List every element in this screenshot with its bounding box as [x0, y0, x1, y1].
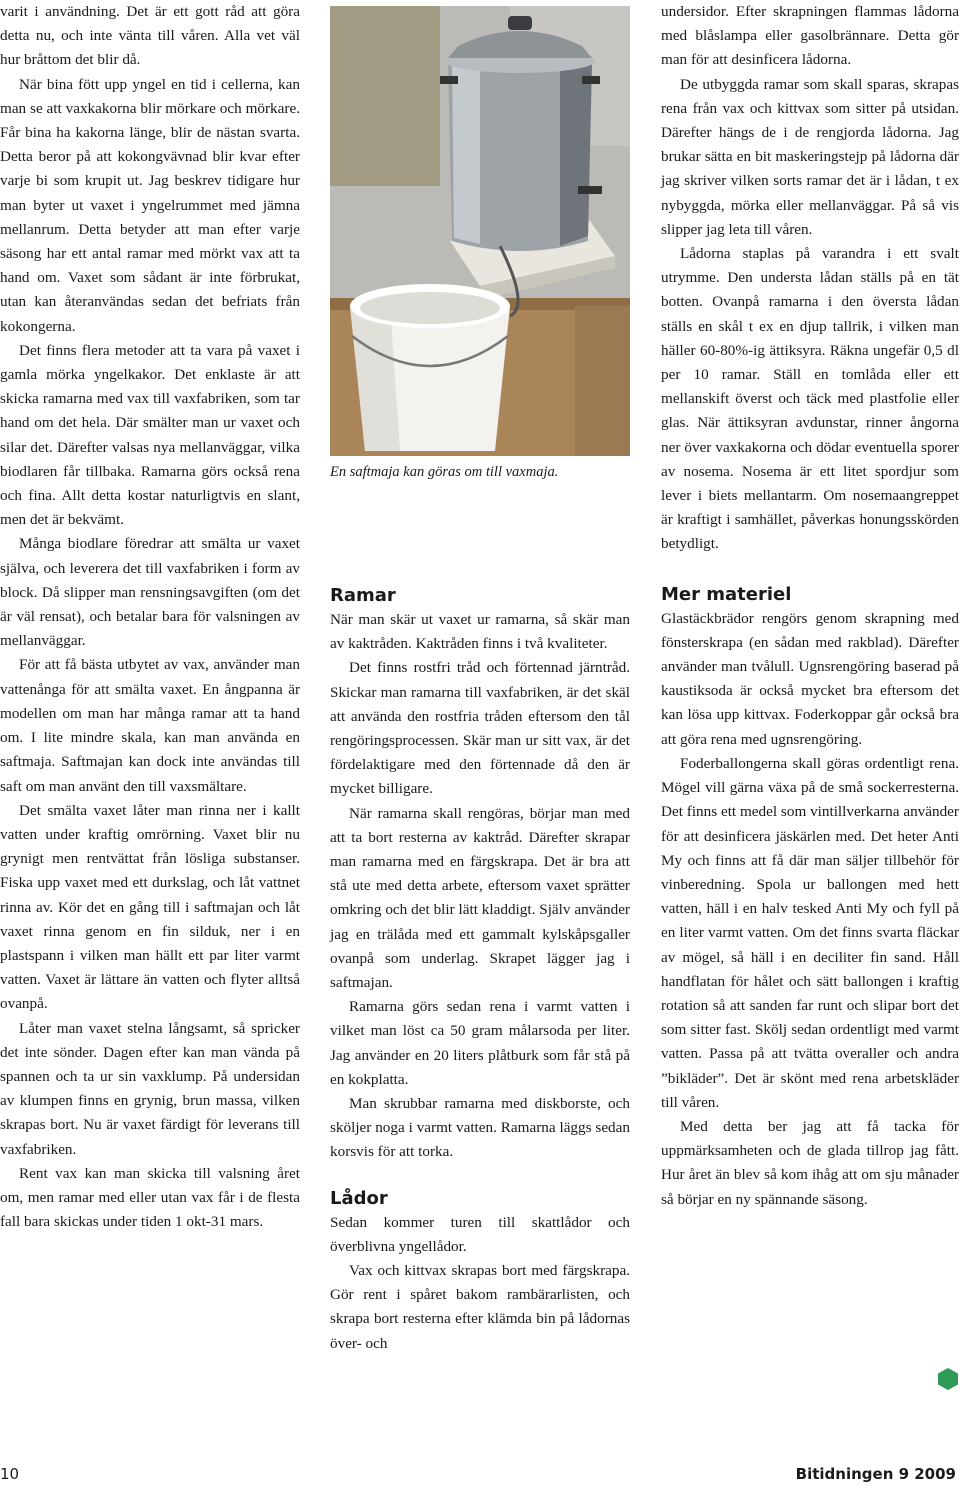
paragraph: Vax och kittvax skrapas bort med färgskrapa. Gör rent i spåret bakom rambärarlisten, och skrapa bort resterna efter klämda bin på lådornas över- och: [330, 1262, 630, 1352]
paragraph: Foderballongerna skall göras ordentligt rena. Mögel vill gärna växa på de små sockerresterna. Det finns ett medel som vintillverkarna använder för att desinficera jäskärlen med. Det heter Anti My och finns att få där man säljer tillbehör för vinberedning. Spola ur ballongen med hett vatten, häll i en halv tesked Anti My och fyll på en liter varmt vatten. Om det finns svarta fläckar av mögel, så häll i en deciliter fin sand. Håll handflatan för hålet och sätt ballongen i kraftig rotation så att sanden far runt och slipar bort det som sitter fast. Skölj sedan ordentligt med varmt vatten. Passa på att tvätta overaller och andra ”bikläder”. Det är skönt med rena arbetskläder till våren.: [661, 754, 959, 1111]
paragraph: Glastäckbrädor rengörs genom skrapning med fönsterskrapa (en sådan med rakblad). Därefter använder man tvålull. Ugnsrengöring baserad på kaustiksoda är också mycket bra eftersom det kan lösa upp kittvax. Foderkoppar går också bra att göra rena med ugnsrengöring.: [661, 609, 959, 748]
paragraph: Man skrubbar ramarna med diskborste, och sköljer noga i varmt vatten. Ramarna läggs sedan korsvis för att torka.: [330, 1095, 630, 1161]
paragraph: Rent vax kan man skicka till valsning året om, men ramar med eller utan vax får i de flesta fall bara skickas under tiden 1 okt-31 mars.: [0, 1164, 300, 1231]
paragraph: Det finns flera metoder att ta vara på vaxet i gamla mörka yngelkakor. Det enklaste är att skicka ramarna med vax till vaxfabriken, som tar hand om det hela. Där smälter man ur vaxet och silar det. Därefter valsas nya mellanväggar, vilka biodlaren får tillbaka. Ramarna görs också rena och fina. Allt detta kostar naturligtvis en slant, men det är bekvämt.: [0, 341, 300, 529]
paragraph: varit i användning. Det är ett gott råd att göra detta nu, och inte vänta till våren. Alla vet väl hur bråttom det blir då.: [0, 3, 300, 69]
paragraph: För att få bästa utbytet av vax, använder man vattenånga för att smälta vaxet. En ångpanna är modellen om man har många ramar att ta hand om. I lite mindre skala, kan man använda en saftmaja. Saftmajan kan dock inte användas till saft om man använt den till vaxsmältare.: [0, 656, 300, 795]
column-2: [330, 0, 630, 1356]
magazine-issue: Bitidningen 9 2009: [795, 1465, 956, 1483]
paragraph: undersidor. Efter skrapningen flammas lådorna med blåslampa eller gasolbrännare. Detta gör man för att desinficera lådorna.: [661, 3, 959, 69]
steam-juicer-illustration: [330, 6, 630, 456]
paragraph: Det smälta vaxet låter man rinna ner i kallt vatten under kraftig omrörning. Vaxet blir nu grynigt men rentvättat från lösliga substanser. Fiska upp vaxet med ett durkslag, och låt vattnet rinna av. Kör det en gång till i saftmajan och låt vaxet rinna genom en fin silduk, ner i en plastspann i vilken man hällt ett par liter varmt vatten. Vaxet är lättare än vatten och flyter alltså ovanpå.: [0, 801, 300, 1013]
section-heading-mer-materiel: Mer materiel: [661, 583, 792, 605]
steam-juicer-photo: [330, 6, 630, 456]
page-number: 10: [0, 1465, 20, 1483]
paragraph: Med detta ber jag att få tacka för uppmärksamheten och de glada tillrop jag fått. Hur året än blev så kom ihåg att om sju månader så börjar en ny spännande säsong.: [661, 1117, 959, 1208]
paragraph: Sedan kommer turen till skattlådor och överblivna yngellådor.: [330, 1213, 630, 1255]
column-1: [0, 0, 300, 1234]
paragraph: Det finns rostfri tråd och förtennad järntråd. Skickar man ramarna till vaxfabriken, är det skäl att använda den rostfria tråden eftersom den tål rengöringsprocessen. Skär man ur sitt vax, är det fördelaktigare med den förtennade då den är mycket billigare.: [330, 659, 630, 798]
paragraph: När ramarna skall rengöras, börjar man med att ta bort resterna av kaktråd. Därefter skrapar man ramarna med en färgskrapa. Det är bra att stå ute med detta arbete, eftersom vaxet sprätter omkring och det blir lätt kladdigt. Själv använder jag en trälåda med ett gammalt kylskåpsgaller ovanpå som underlag. Skrapet lägger jag i saftmajan.: [330, 804, 630, 992]
paragraph: Ramarna görs sedan rena i varmt vatten i vilket man löst ca 50 gram målarsoda per liter. Jag använder en 20 liters plåtburk som får stå på en kokplatta.: [330, 998, 630, 1088]
paragraph: När bina fött upp yngel en tid i cellerna, kan man se att vaxkakorna blir mörkare och mörkare. Får bina ha kakorna länge, blir de nästan svarta. Detta beror på att kokongvävnad blir kvar efter varje bi som krupit ut. Jag beskrev tidigare hur man byter ut vaxet i yngelrummet med jämna mellanrum. Detta betyder att man efter varje säsong har ett antal ramar med mörkt vax att ta hand om. Vaxet som sådant är inte förbrukat, utan kan återanvändas sedan det befriats från kokongerna.: [0, 75, 300, 335]
paragraph: De utbyggda ramar som skall sparas, skrapas rena från vax och kittvax som sitter på utsidan. Därefter hängs de i de rengjorda lådorna. Jag brukar sätta en bit maskeringstejp på lådorna där jag skriver vilken sorts ramar det är i lådan, t ex nybyggda, mörka eller mellanväggar. På så vis slipper jag leta till våren.: [661, 75, 959, 238]
photo-caption: En saftmaja kan göras om till vaxmaja.: [330, 464, 559, 480]
section-heading-lador: Lådor: [330, 1187, 388, 1209]
paragraph: Låter man vaxet stelna långsamt, så spricker det inte sönder. Dagen efter kan man vända på spannen och ta ur sin vaxklump. På undersidan av klumpen finns en grynig, brun massa, vilken skrapas bort. Nu är vaxet färdigt för leverans till vaxfabriken.: [0, 1019, 300, 1158]
paragraph: Lådorna staplas på varandra i ett svalt utrymme. Den understa lådan ställs på en tät botten. Ovanpå ramarna i den översta lådan ställs en skål t ex en djup tallrik, i vilken man häller 60-80%-ig ättiksyra. Räkna ungefär 0,5 dl per 10 ramar. Ställ en tomlåda eller ett mellanskift överst och täck med plastfolie eller glas. När ättiksyran avdunstar, rinner ångorna ner över vaxkakorna och dödar eventuella sporer av nosema. Nosema är ett litet spordjur som lever i biets mellantarm. Om nosemaangreppet är kraftigt i samhället, påverkas honungsskörden betydligt.: [661, 245, 959, 553]
column-3: [661, 0, 959, 1212]
hexagon-end-icon: [936, 1367, 960, 1391]
section-heading-ramar: Ramar: [330, 585, 396, 606]
paragraph: Många biodlare föredrar att smälta ur vaxet själva, och leverera det till vaxfabriken i form av block. Då slipper man rensningsavgiften (om det är väl rensat), och betalar bara för valsningen av mellanväggar.: [0, 535, 300, 650]
paragraph: När man skär ut vaxet ur ramarna, så skär man av kaktråden. Kaktråden finns i två kvaliteter.: [330, 611, 630, 653]
